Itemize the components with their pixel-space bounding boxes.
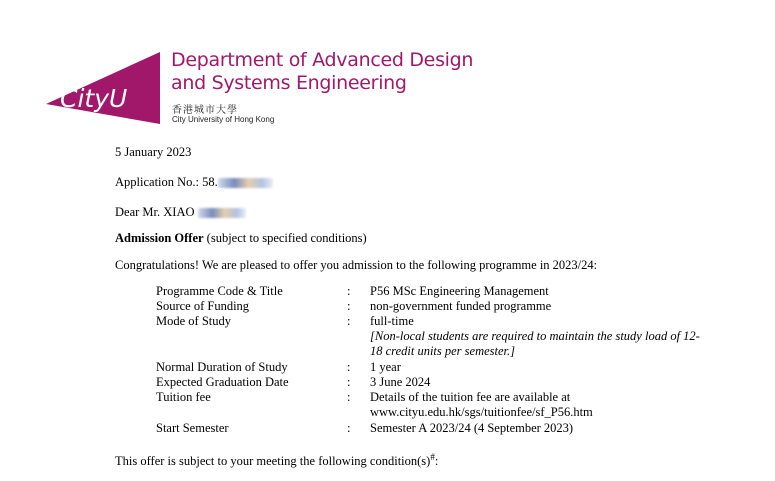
salutation-text: Dear Mr. XIAO: [115, 205, 195, 219]
detail-value: Details of the tuition fee are available at: [370, 390, 571, 404]
detail-label: Programme Code & Title: [156, 284, 283, 298]
department-line-1: Department of Advanced Design: [171, 49, 474, 71]
detail-value: 1 year: [370, 360, 401, 374]
offer-subtitle: (subject to specified conditions): [203, 231, 367, 245]
redacted-name: [198, 208, 246, 218]
detail-colon: :: [347, 375, 351, 389]
congratulations-text: Congratulations! We are pleased to offer you admission to the following programme in 2023/24:: [115, 258, 598, 272]
detail-value: P56 MSc Engineering Management: [370, 284, 549, 298]
detail-colon: :: [347, 360, 351, 374]
detail-colon: :: [347, 390, 351, 404]
study-load-note: [Non-local students are required to maintain the study load of 12-: [370, 329, 700, 343]
condition-text: [115, 451, 439, 469]
university-chinese-name: 香港城市大學: [172, 105, 238, 116]
detail-colon: :: [347, 421, 351, 435]
offer-title: Admission Offer: [115, 231, 204, 245]
application-number: [115, 175, 273, 190]
detail-label: Start Semester: [156, 421, 229, 435]
condition-statement: This offer is subject to your meeting the following condition(s): [115, 454, 431, 468]
detail-label: Expected Graduation Date: [156, 375, 289, 389]
logo-text: CityU: [60, 84, 128, 113]
cityu-logo: [46, 52, 162, 124]
offer-heading: [115, 231, 367, 246]
salutation: [115, 205, 246, 220]
detail-value: non-government funded programme: [370, 299, 552, 313]
detail-label: Mode of Study: [156, 314, 231, 328]
department-line-2: and Systems Engineering: [171, 72, 407, 94]
detail-label: Source of Funding: [156, 299, 250, 313]
detail-colon: :: [347, 299, 351, 313]
detail-value: Semester A 2023/24 (4 September 2023): [370, 421, 574, 435]
detail-value: full-time: [370, 314, 414, 328]
department-title: [171, 49, 473, 95]
detail-value: 3 June 2024: [370, 375, 431, 389]
detail-label: Normal Duration of Study: [156, 360, 288, 374]
letter-date: 5 January 2023: [115, 145, 192, 159]
application-label: Application No.: 58.: [115, 175, 218, 189]
condition-footnote-mark: #: [430, 451, 435, 462]
tuition-fee-link[interactable]: www.cityu.edu.hk/sgs/tuitionfee/sf_P56.htm: [370, 405, 593, 419]
detail-colon: :: [347, 314, 351, 328]
detail-label: Tuition fee: [156, 390, 211, 404]
condition-colon: :: [434, 454, 439, 468]
detail-colon: :: [347, 284, 351, 298]
study-load-note-cont: 18 credit units per semester.]: [370, 344, 516, 358]
redacted-application-number: [218, 178, 273, 188]
university-english-name: City University of Hong Kong: [172, 115, 275, 124]
